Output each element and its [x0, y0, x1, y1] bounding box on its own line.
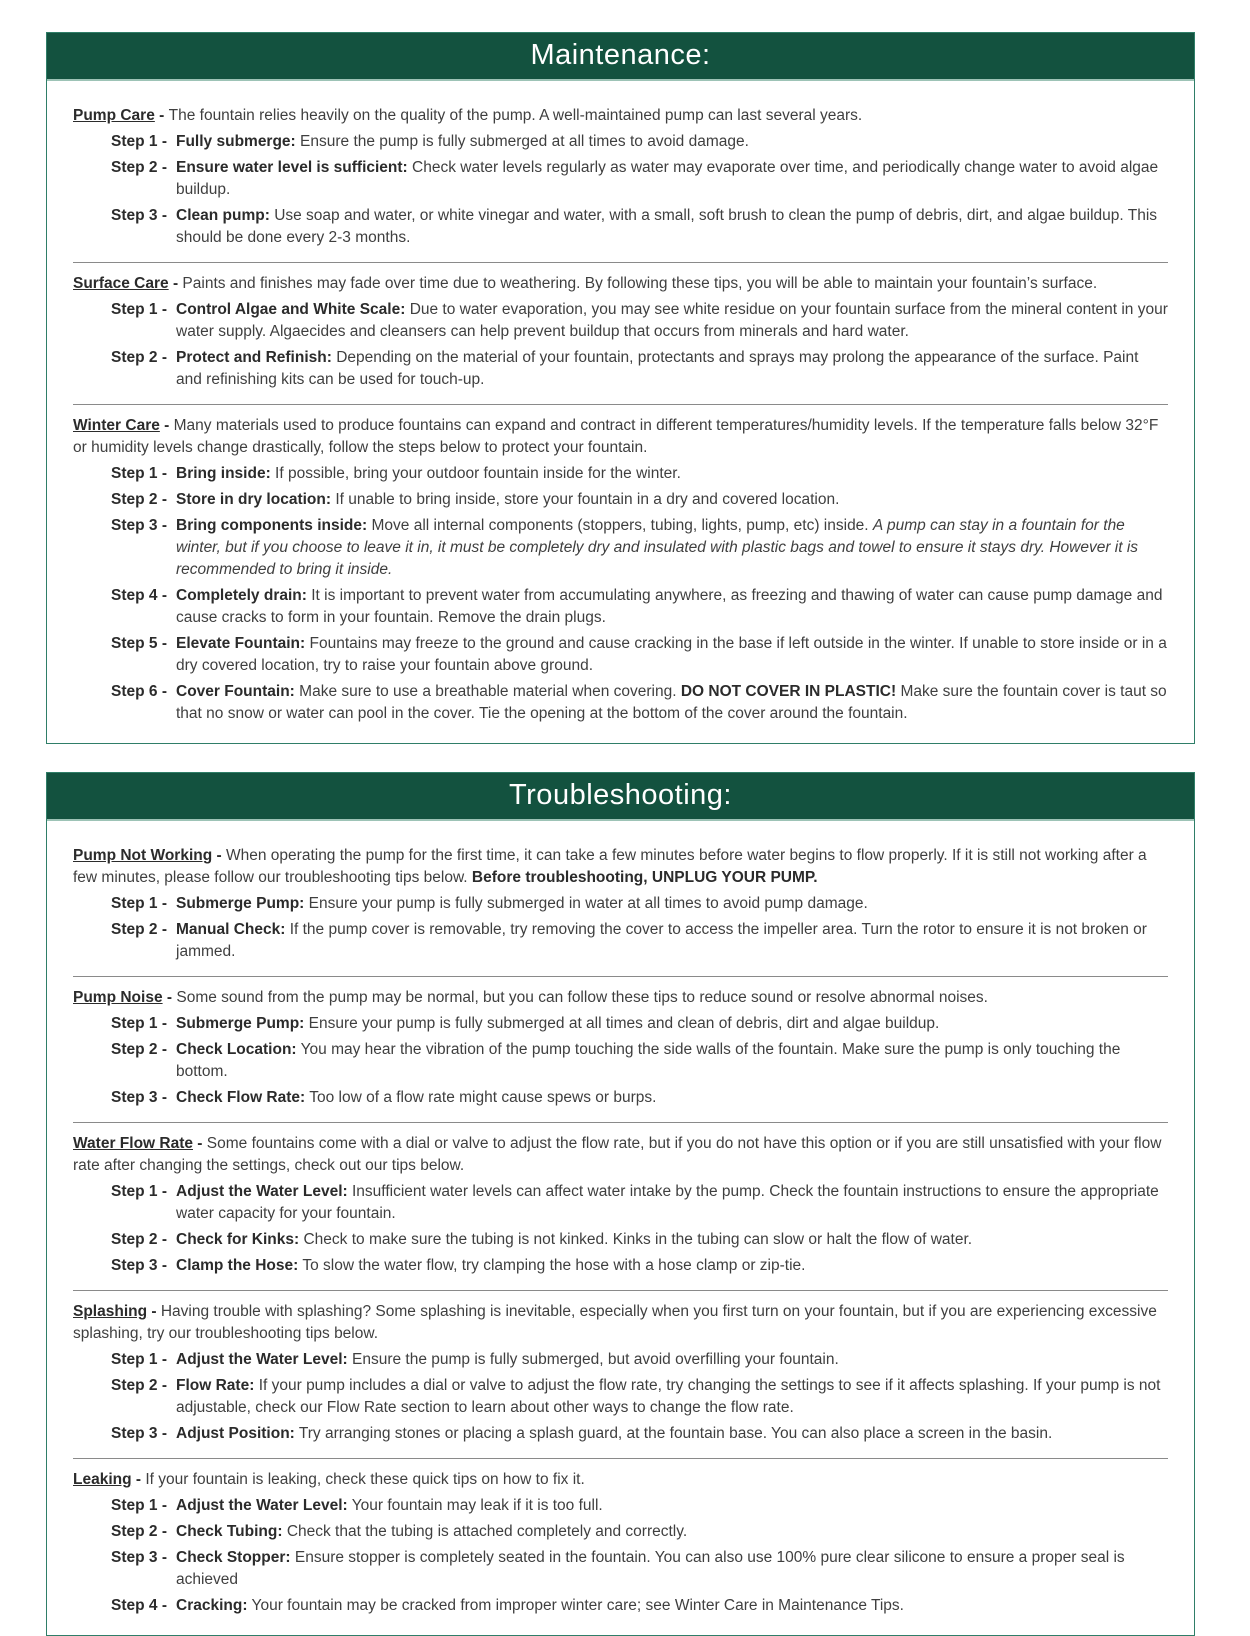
text-segment: Ensure your pump is fully submerged at all times and clean of debris, dirt and algae buildup. [308, 1015, 940, 1032]
step-list [73, 463, 1168, 725]
step-item [73, 463, 1168, 485]
text-segment: DO NOT COVER IN PLASTIC! [680, 683, 897, 700]
topic-heading: Water Flow Rate [73, 1135, 193, 1152]
text-segment: Make sure to use a breathable material when covering. [299, 683, 681, 700]
text-segment: Check that the tubing is attached completely and correctly. [286, 1523, 688, 1540]
text-segment: A pump can stay in a fountain for the winter, but if you choose to leave it in, it must be completely dry and insulated with plastic bags and towel to ensure it stays dry. However it is recommended to bring it inside. [176, 517, 1139, 578]
step-item [73, 1181, 1168, 1225]
step-item [73, 205, 1168, 249]
step-list [73, 1181, 1168, 1277]
step-list [73, 299, 1168, 391]
step-list [73, 1349, 1168, 1445]
step-label: Elevate Fountain: [176, 635, 306, 652]
step-label: Adjust the Water Level: [176, 1351, 348, 1368]
step-text [352, 1351, 839, 1368]
step-text [176, 921, 1147, 960]
step-label: Cracking: [176, 1597, 248, 1614]
topic-dash: - [193, 1135, 207, 1152]
step-number: Step 3 - [111, 1549, 167, 1566]
topic-heading: Splashing [73, 1303, 148, 1320]
text-segment: To slow the water flow, try clamping the hose with a hose clamp or zip-tie. [302, 1257, 806, 1274]
text-segment: When operating the pump for the first time, it can take a few minutes before water begins to flow properly. If it is still not working after a few minutes, please follow our troubleshooting tips below. [73, 847, 1147, 886]
step-body [176, 1229, 1168, 1251]
step-item [73, 157, 1168, 201]
step-label: Adjust the Water Level: [176, 1183, 348, 1200]
step-text [176, 207, 1157, 246]
step-item [73, 633, 1168, 677]
step-body [176, 893, 1168, 915]
topic-heading: Pump Not Working [73, 847, 213, 864]
step-item [73, 1039, 1168, 1083]
step-body [176, 633, 1168, 677]
topic-heading: Winter Care [73, 417, 160, 434]
step-number: Step 2 - [111, 1523, 167, 1540]
text-segment: Paints and finishes may fade over time due to weathering. By following these tips, you will be able to maintain your fountain’s surface. [182, 275, 1098, 292]
text-segment: Insufficient water levels can affect water intake by the pump. Check the fountain instructions to ensure the appropriate water capacity for your fountain. [176, 1183, 1159, 1222]
text-segment: The fountain relies heavily on the quality of the pump. A well-maintained pump can last several years. [168, 107, 863, 124]
step-label: Control Algae and White Scale: [176, 301, 406, 318]
topic-dash: - [162, 989, 177, 1006]
step-text [287, 1523, 687, 1540]
topic-intro [73, 1133, 1168, 1177]
step-label: Store in dry location: [176, 491, 332, 508]
step-label: Check Flow Rate: [176, 1089, 306, 1106]
step-number: Step 3 - [111, 207, 167, 224]
step-item [73, 515, 1168, 581]
step-number: Step 2 - [111, 349, 167, 366]
step-body [176, 1013, 1168, 1035]
step-number: Step 1 - [111, 1015, 167, 1032]
step-list [73, 1013, 1168, 1109]
text-segment: Depending on the material of your fountain, protectants and sprays may prolong the appearance of the surface. Paint and refinishing kits can be used for touch-up. [176, 349, 1139, 388]
step-body [176, 463, 1168, 485]
step-number: Step 1 - [111, 1183, 167, 1200]
step-body [176, 681, 1168, 725]
step-item [73, 347, 1168, 391]
step-number: Step 2 - [111, 1231, 167, 1248]
topic-intro [73, 415, 1168, 459]
text-segment: Move all internal components (stoppers, tubing, lights, pump, etc) inside. [371, 517, 873, 534]
step-label: Submerge Pump: [176, 1015, 305, 1032]
troubleshooting-body [47, 821, 1194, 1635]
step-body [176, 131, 1168, 153]
step-label: Check Stopper: [176, 1549, 291, 1566]
step-text [176, 1041, 1120, 1080]
text-segment: Ensure the pump is fully submerged at all times to avoid damage. [300, 133, 749, 150]
step-text [176, 587, 1162, 626]
step-text [309, 1089, 656, 1106]
step-body [176, 1547, 1168, 1591]
step-label: Adjust the Water Level: [176, 1497, 348, 1514]
step-body [176, 205, 1168, 249]
step-number: Step 1 - [111, 301, 167, 318]
step-text [252, 1597, 904, 1614]
step-number: Step 3 - [111, 517, 167, 534]
text-segment: Too low of a flow rate might cause spews or burps. [309, 1089, 657, 1106]
step-item [73, 1423, 1168, 1445]
topic [73, 1290, 1168, 1445]
step-label: Protect and Refinish: [176, 349, 332, 366]
step-number: Step 3 - [111, 1425, 167, 1442]
step-label: Check Location: [176, 1041, 297, 1058]
text-segment: Ensure your pump is fully submerged in water at all times to avoid pump damage. [308, 895, 868, 912]
step-number: Step 5 - [111, 635, 167, 652]
topic-intro-text [182, 275, 1097, 292]
step-label: Check Tubing: [176, 1523, 283, 1540]
step-item [73, 1229, 1168, 1251]
topic-intro-text [73, 1303, 1157, 1342]
step-label: Clean pump: [176, 207, 270, 224]
text-segment: Having trouble with splashing? Some splashing is inevitable, especially when you first turn on your fountain, but if you are experiencing excessive splashing, try our troubleshooting tips below. [73, 1303, 1157, 1342]
step-body [176, 1495, 1168, 1517]
topic-heading: Surface Care [73, 275, 169, 292]
step-label: Adjust Position: [176, 1425, 295, 1442]
text-segment: Try arranging stones or placing a splash guard, at the fountain base. You can also place a screen in the basin. [298, 1425, 1053, 1442]
step-body [176, 1595, 1168, 1617]
text-segment: Use soap and water, or white vinegar and water, with a small, soft brush to clean the pump of debris, dirt, and algae buildup. This should be done every 2-3 months. [176, 207, 1158, 246]
step-item [73, 893, 1168, 915]
topic-dash: - [168, 275, 183, 292]
text-segment: If possible, bring your outdoor fountain inside for the winter. [275, 465, 681, 482]
topic-intro [73, 1469, 1168, 1491]
step-body [176, 1181, 1168, 1225]
step-text [309, 895, 868, 912]
text-segment: Your fountain may leak if it is too full. [351, 1497, 603, 1514]
topic-intro [73, 987, 1168, 1009]
text-segment: If the pump cover is removable, try removing the cover to access the impeller area. Turn the rotor to ensure it is not broken or jammed. [176, 921, 1147, 960]
step-item [73, 1255, 1168, 1277]
step-body [176, 1423, 1168, 1445]
step-item [73, 1521, 1168, 1543]
step-body [176, 1039, 1168, 1083]
step-number: Step 2 - [111, 159, 167, 176]
step-text [275, 465, 681, 482]
step-text [176, 1549, 1125, 1588]
topic-heading: Leaking [73, 1471, 132, 1488]
topic-intro-text [176, 989, 988, 1006]
topic-dash: - [154, 107, 169, 124]
step-item [73, 919, 1168, 963]
step-item [73, 1375, 1168, 1419]
topic-intro-text [169, 107, 863, 124]
step-body [176, 1087, 1168, 1109]
text-segment: It is important to prevent water from accumulating anywhere, as freezing and thawing of water can cause pump damage and cause cracks to form in your fountain. Remove the drain plugs. [176, 587, 1163, 626]
topic [73, 1122, 1168, 1277]
topic [73, 404, 1168, 725]
step-list [73, 893, 1168, 963]
text-segment: Check water levels regularly as water may evaporate over time, and periodically change water to avoid algae buildup. [176, 159, 1159, 198]
step-body [176, 347, 1168, 391]
step-label: Check for Kinks: [176, 1231, 300, 1248]
step-number: Step 2 - [111, 921, 167, 938]
step-number: Step 1 - [111, 1351, 167, 1368]
step-item [73, 299, 1168, 343]
step-label: Ensure water level is sufficient: [176, 159, 408, 176]
step-label: Cover Fountain: [176, 683, 295, 700]
step-label: Fully submerge: [176, 133, 296, 150]
step-number: Step 1 - [111, 133, 167, 150]
step-item [73, 1495, 1168, 1517]
text-segment: Many materials used to produce fountains can expand and contract in different temperatures/humidity levels. If the temperature falls below 32°F or humidity levels change drastically, follow the steps below to protect your fountain. [73, 417, 1159, 456]
topic-dash: - [147, 1303, 161, 1320]
topic [73, 105, 1168, 249]
step-body [176, 489, 1168, 511]
step-body [176, 1349, 1168, 1371]
topic-dash: - [159, 417, 174, 434]
topic-intro-text [145, 1471, 584, 1488]
step-item [73, 585, 1168, 629]
text-segment: Ensure the pump is fully submerged, but avoid overfilling your fountain. [352, 1351, 839, 1368]
step-text [303, 1231, 972, 1248]
text-segment: Make sure the fountain cover is taut so that no snow or water can pool in the cover. Tie the opening at the bottom of the cover around the fountain. [176, 683, 1167, 722]
text-segment: If your fountain is leaking, check these quick tips on how to fix it. [145, 1471, 585, 1488]
step-number: Step 1 - [111, 465, 167, 482]
step-body [176, 1521, 1168, 1543]
topic-dash: - [212, 847, 226, 864]
step-item [73, 1013, 1168, 1035]
step-label: Clamp the Hose: [176, 1257, 299, 1274]
topic-intro-text [73, 1135, 1161, 1174]
step-item [73, 681, 1168, 725]
topic-intro-text [73, 417, 1158, 456]
topic [73, 1458, 1168, 1617]
topic [73, 845, 1168, 963]
step-body [176, 157, 1168, 201]
step-text [176, 683, 1167, 722]
text-segment: Some sound from the pump may be normal, but you can follow these tips to reduce sound or resolve abnormal noises. [176, 989, 988, 1006]
step-number: Step 6 - [111, 683, 167, 700]
text-segment: Your fountain may be cracked from improper winter care; see Winter Care in Maintenance Tips. [251, 1597, 904, 1614]
step-text [335, 491, 839, 508]
step-item [73, 1595, 1168, 1617]
step-number: Step 4 - [111, 1597, 167, 1614]
step-number: Step 3 - [111, 1257, 167, 1274]
topic-intro [73, 105, 1168, 127]
step-label: Completely drain: [176, 587, 307, 604]
topic-heading: Pump Noise [73, 989, 163, 1006]
step-text [176, 635, 1167, 674]
step-label: Flow Rate: [176, 1377, 255, 1394]
step-list [73, 131, 1168, 249]
step-body [176, 1375, 1168, 1419]
text-segment: Before troubleshooting, UNPLUG YOUR PUMP. [471, 869, 818, 886]
step-text [299, 1425, 1052, 1442]
step-number: Step 3 - [111, 1089, 167, 1106]
step-list [73, 1495, 1168, 1617]
step-number: Step 4 - [111, 587, 167, 604]
step-label: Bring components inside: [176, 517, 368, 534]
troubleshooting-header-bar [47, 773, 1194, 821]
text-segment: If your pump includes a dial or valve to adjust the flow rate, try changing the settings to see if it affects splashing. If your pump is not adjustable, check our Flow Rate section to learn about other ways to change the flow rate. [176, 1377, 1161, 1416]
topic-intro [73, 1301, 1168, 1345]
maintenance-body [47, 81, 1194, 743]
text-segment: Some fountains come with a dial or valve to adjust the flow rate, but if you do not have this option or if you are still unsatisfied with your flow rate after changing the settings, check out our tips below. [73, 1135, 1162, 1174]
troubleshooting-panel [46, 772, 1195, 1636]
topic-dash: - [131, 1471, 146, 1488]
step-label: Manual Check: [176, 921, 286, 938]
step-number: Step 1 - [111, 895, 167, 912]
step-text [300, 133, 749, 150]
maintenance-header-bar [47, 33, 1194, 81]
maintenance-title: Maintenance: [530, 39, 711, 72]
maintenance-panel [46, 32, 1195, 744]
text-segment: Ensure stopper is completely seated in the fountain. You can also use 100% pure clear silicone to ensure a proper seal is achieved [176, 1549, 1125, 1588]
step-body [176, 919, 1168, 963]
text-segment: If unable to bring inside, store your fountain in a dry and covered location. [335, 491, 840, 508]
step-number: Step 2 - [111, 491, 167, 508]
step-body [176, 1255, 1168, 1277]
step-number: Step 1 - [111, 1497, 167, 1514]
topic-intro-text [73, 847, 1147, 886]
step-number: Step 2 - [111, 1377, 167, 1394]
step-label: Submerge Pump: [176, 895, 305, 912]
troubleshooting-title: Troubleshooting: [509, 779, 732, 812]
step-body [176, 299, 1168, 343]
step-item [73, 1087, 1168, 1109]
step-body [176, 515, 1168, 581]
step-item [73, 489, 1168, 511]
text-segment: You may hear the vibration of the pump touching the side walls of the fountain. Make sure the pump is only touching the bottom. [176, 1041, 1121, 1080]
topic [73, 976, 1168, 1109]
step-text [309, 1015, 940, 1032]
step-body [176, 585, 1168, 629]
step-number: Step 2 - [111, 1041, 167, 1058]
text-segment: Due to water evaporation, you may see white residue on your fountain surface from the mineral content in your water supply. Algaecides and cleansers can help prevent buildup that occurs from minerals and hard water. [176, 301, 1168, 340]
step-item [73, 1547, 1168, 1591]
text-segment: Fountains may freeze to the ground and cause cracking in the base if left outside in the winter. If unable to store inside or in a dry covered location, try to raise your fountain above ground. [176, 635, 1167, 674]
topic [73, 262, 1168, 391]
step-item [73, 131, 1168, 153]
step-item [73, 1349, 1168, 1371]
step-label: Bring inside: [176, 465, 271, 482]
topic-heading: Pump Care [73, 107, 155, 124]
step-text [302, 1257, 805, 1274]
text-segment: Check to make sure the tubing is not kinked. Kinks in the tubing can slow or halt the flow of water. [303, 1231, 973, 1248]
step-text [176, 1377, 1160, 1416]
topic-intro [73, 273, 1168, 295]
topic-intro [73, 845, 1168, 889]
